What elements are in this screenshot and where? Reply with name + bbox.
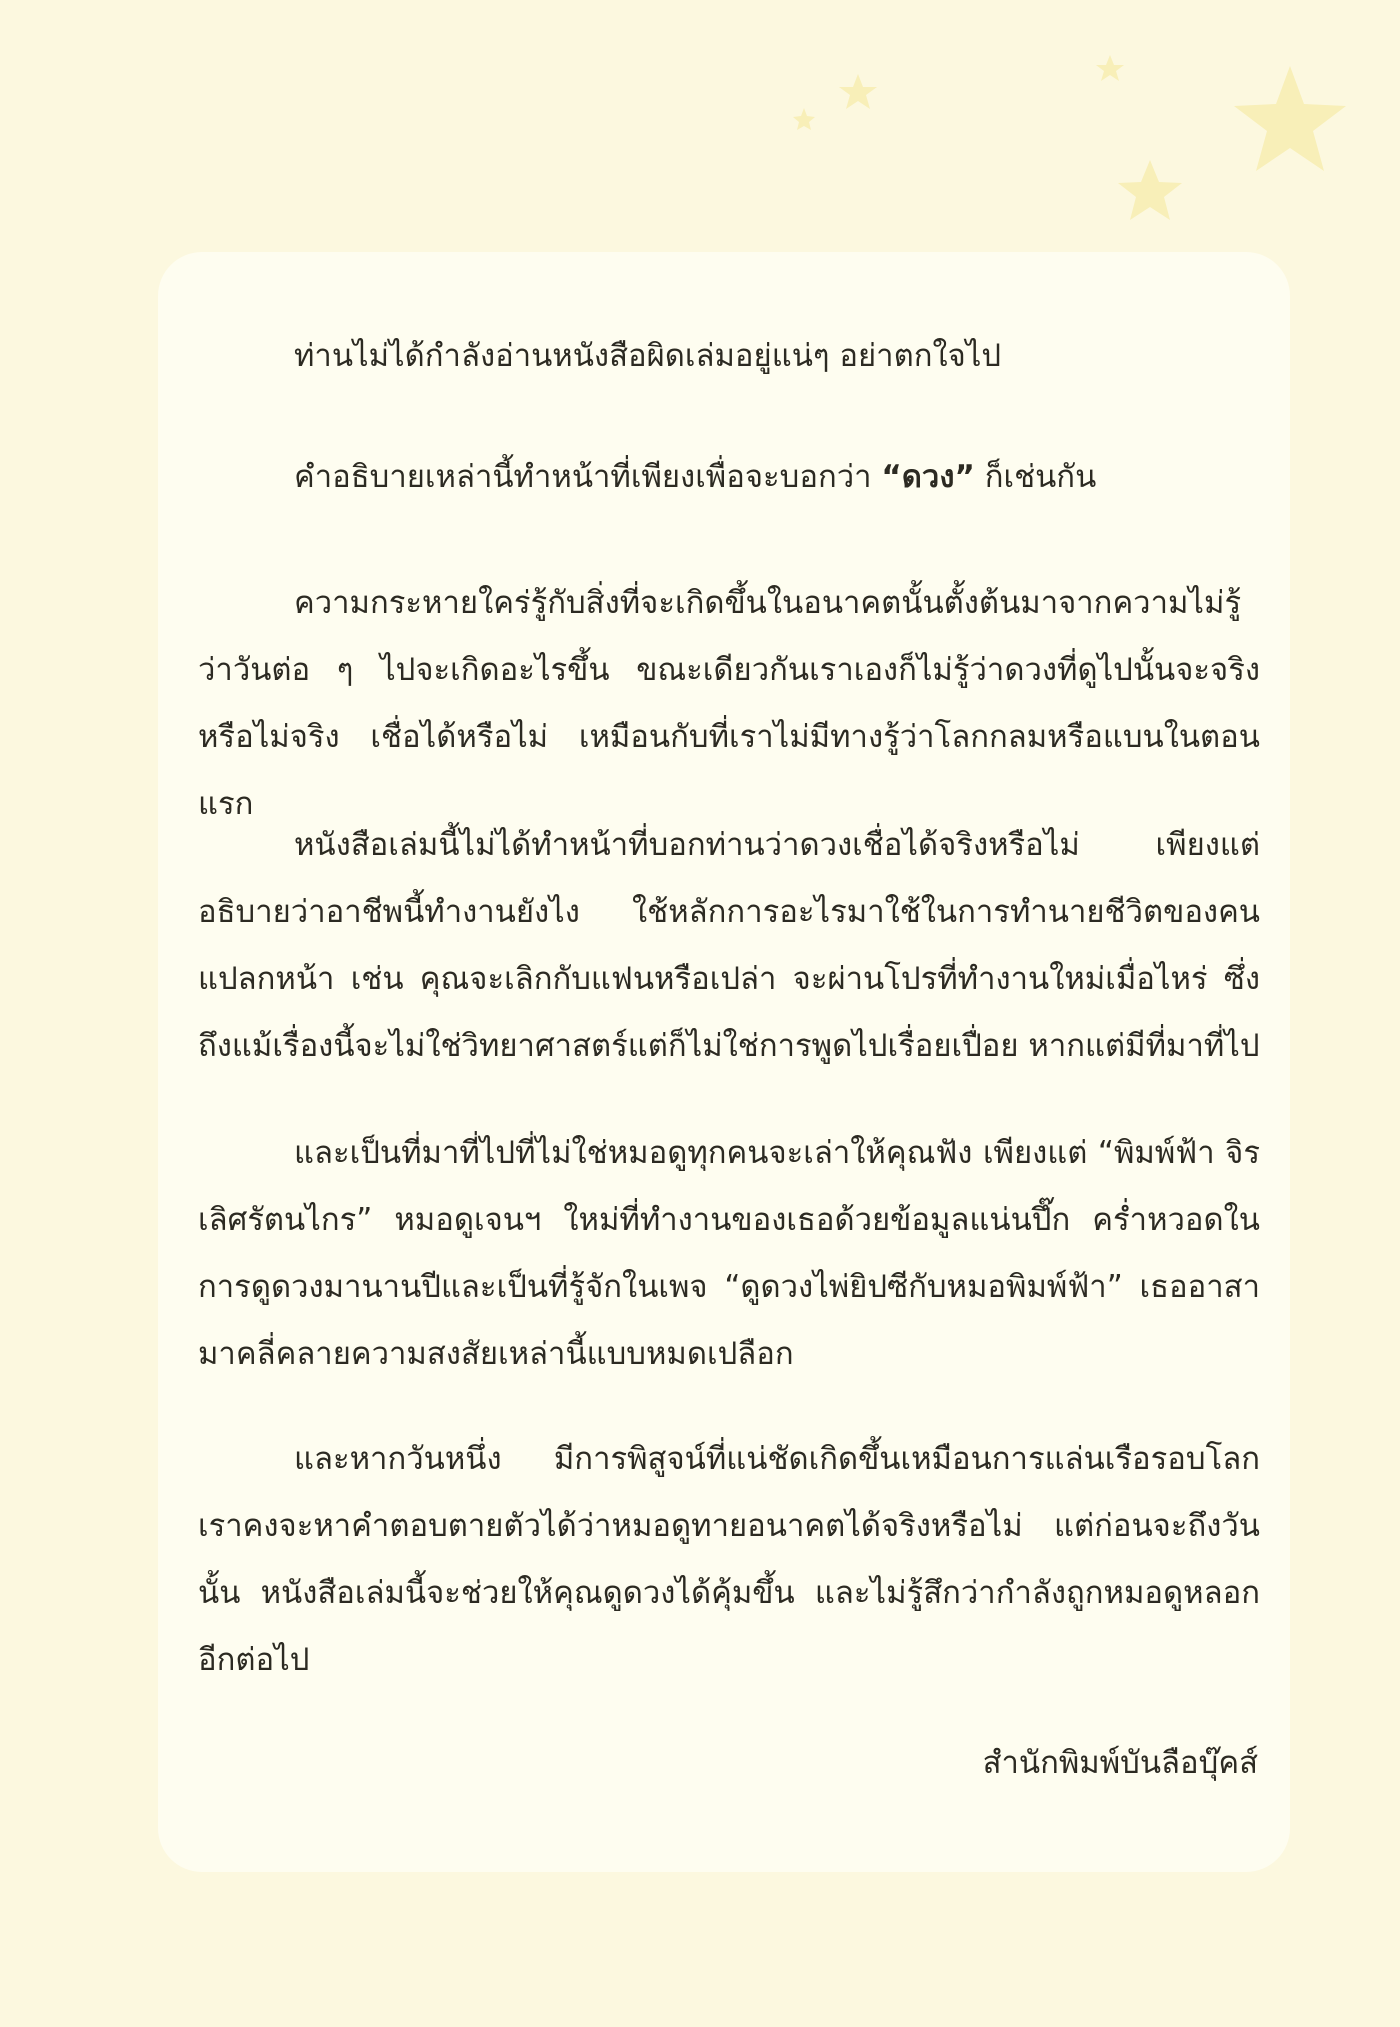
- star-icon: [1234, 66, 1346, 171]
- paragraph-5: และเป็นที่มาที่ไปที่ไม่ใช่หมอดูทุกคนจะเล่าให้คุณฟัง เพียงแต่ “พิมพ์ฟ้า จิรเลิศรัตนไกร” หมอดูเจนฯ ใหม่ที่ทำงานของเธอด้วยข้อมูลแน่นปึ๊ก คร่ำหวอดในการดูดวงมานานปีและเป็นที่รู้จักในเพจ “ดูดวงไพ่ยิปซีกับหมอพิมพ์ฟ้า” เธออาสามาคลี่คลายความสงสัยเหล่านี้แบบหมดเปลือก: [198, 1135, 1260, 1372]
- paragraph-2-after: ก็เช่นกัน: [974, 459, 1097, 495]
- star-icon: [1096, 55, 1124, 81]
- paragraph-2: [198, 444, 1260, 511]
- paragraph-3: ความกระหายใคร่รู้กับสิ่งที่จะเกิดขึ้นในอนาคตนั้นตั้งต้นมาจากความไม่รู้ว่าวันต่อ ๆ ไปจะเกิดอะไรขึ้น ขณะเดียวกันเราเองก็ไม่รู้ว่าดวงที่ดูไปนั้นจะจริงหรือไม่จริง เชื่อได้หรือไม่ เหมือนกับที่เราไม่มีทางรู้ว่าโลกกลมหรือแบนในตอนแรก: [198, 585, 1260, 822]
- star-icon: [793, 108, 815, 130]
- paragraph-2-bold-term: “ดวง”: [881, 459, 975, 495]
- paragraph-2-before: คำอธิบายเหล่านี้ทำหน้าที่เพียงเพื่อจะบอกว่า: [294, 459, 882, 495]
- paragraph-1: ท่านไม่ได้กำลังอ่านหนังสือผิดเล่มอยู่แน่ๆ อย่าตกใจไป: [294, 338, 1002, 374]
- paragraph-6: และหากวันหนึ่ง มีการพิสูจน์ที่แน่ชัดเกิดขึ้นเหมือนการแล่นเรือรอบโลก เราคงจะหาคำตอบตายตัวได้ว่าหมอดูทายอนาคตได้จริงหรือไม่ แต่ก่อนจะถึงวันนั้น หนังสือเล่มนี้จะช่วยให้คุณดูดวงได้คุ้มขึ้น และไม่รู้สึกว่ากำลังถูกหมอดูหลอกอีกต่อไป: [198, 1441, 1260, 1678]
- star-icon: [839, 74, 877, 109]
- paragraph-4: หนังสือเล่มนี้ไม่ได้ทำหน้าที่บอกท่านว่าดวงเชื่อได้จริงหรือไม่ เพียงแต่อธิบายว่าอาชีพนี้ทำงานยังไง ใช้หลักการอะไรมาใช้ในการทำนายชีวิตของคนแปลกหน้า เช่น คุณจะเลิกกับแฟนหรือเปล่า จะผ่านโปรที่ทำงานใหม่เมื่อไหร่ ซึ่งถึงแม้เรื่องนี้จะไม่ใช่วิทยาศาสตร์แต่ก็ไม่ใช่การพูดไปเรื่อยเปื่อย หากแต่มีที่มาที่ไป: [198, 827, 1260, 1064]
- decorative-stars: [0, 0, 1400, 260]
- star-icon: [1118, 160, 1182, 220]
- publisher-signature: สำนักพิมพ์บันลือบุ๊คส์: [982, 1745, 1258, 1781]
